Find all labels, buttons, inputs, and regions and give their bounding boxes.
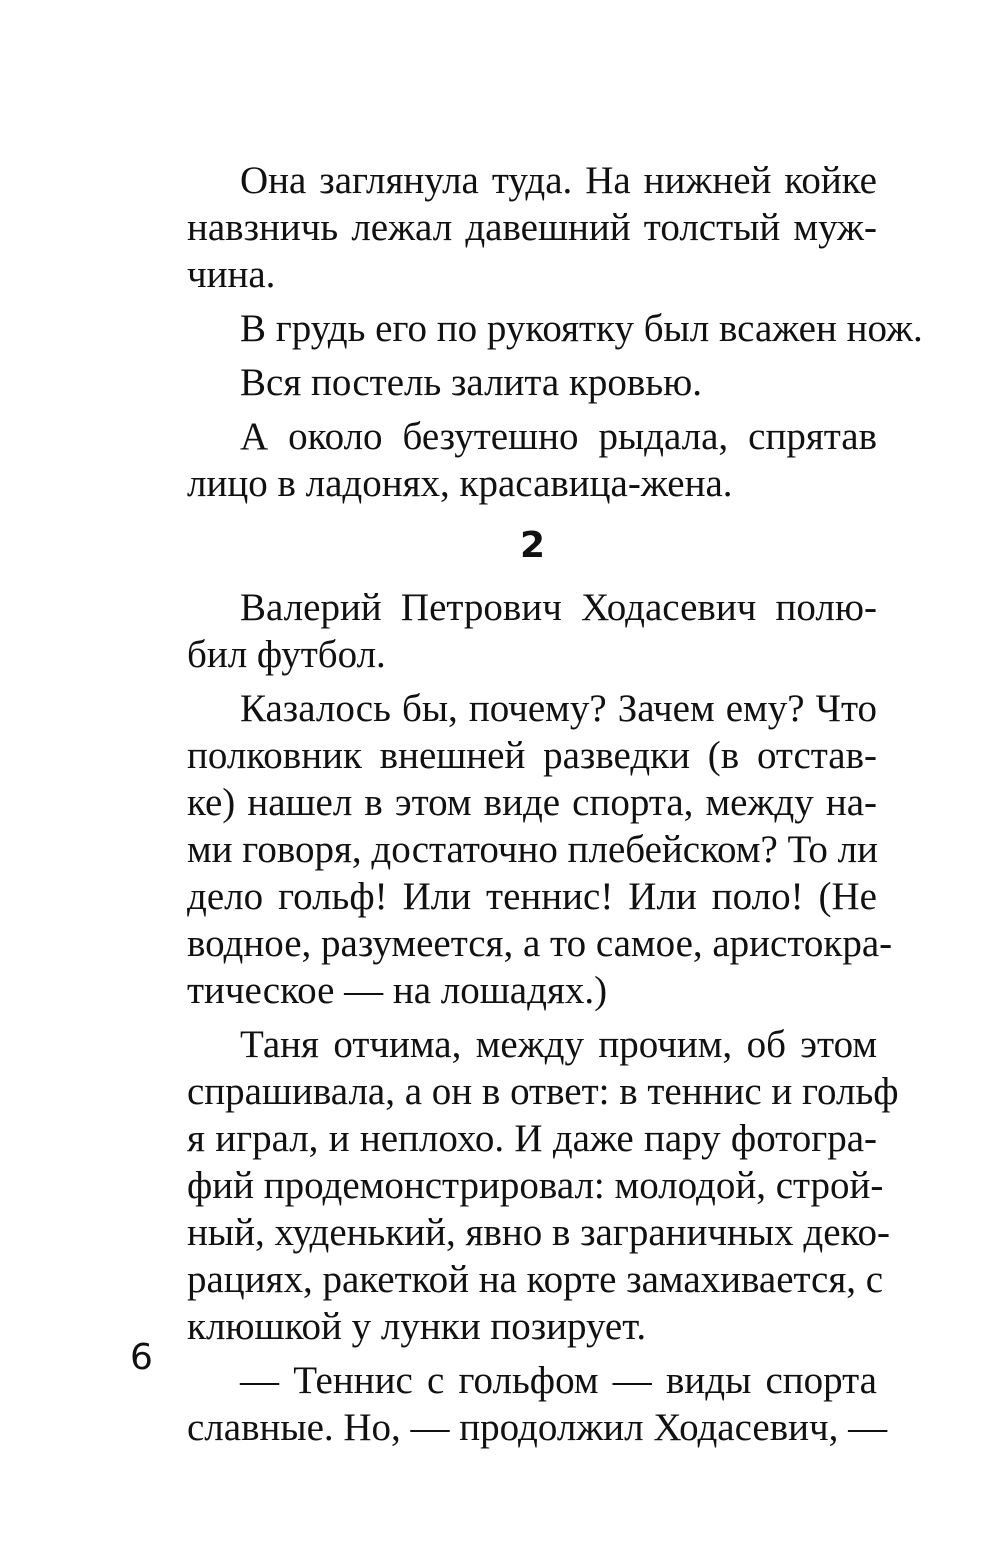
text-line: я играл, и неплохо. И даже пару фотогра- bbox=[187, 1117, 877, 1160]
text-line: — Теннис с гольфом — виды спорта bbox=[240, 1359, 877, 1402]
page-number: 6 bbox=[130, 1337, 153, 1378]
text-line: ми говоря, достаточно плебейском? То ли bbox=[187, 828, 879, 871]
text-block-opening bbox=[187, 157, 923, 507]
text-line: чина. bbox=[187, 253, 276, 296]
text-line: ке) нашел в этом виде спорта, между на- bbox=[187, 781, 877, 824]
text-line: славные. Но, — продолжил Ходасевич, — bbox=[187, 1406, 888, 1449]
text-line: рациях, ракеткой на корте замахивается, с bbox=[187, 1258, 884, 1301]
text-line: тическое — на лошадях.) bbox=[187, 969, 608, 1012]
text-line: полковник внешней разведки (в отстав- bbox=[187, 734, 877, 777]
text-line: Валерий Петрович Ходасевич полю- bbox=[240, 586, 877, 629]
text-line: В грудь его по рукоятку был всажен нож. bbox=[240, 307, 923, 350]
text-line: лицо в ладонях, красавица-жена. bbox=[187, 462, 733, 505]
text-line: ный, худенький, явно в заграничных деко- bbox=[187, 1211, 890, 1254]
text-line: Казалось бы, почему? Зачем ему? Что bbox=[240, 687, 877, 730]
text-line: А около безутешно рыдала, спрятав bbox=[240, 415, 877, 458]
text-line: Она заглянула туда. На нижней койке bbox=[240, 159, 877, 202]
text-line: дело гольф! Или теннис! Или поло! (Не bbox=[187, 875, 877, 918]
text-line: бил футбол. bbox=[187, 633, 386, 676]
text-line: клюшкой у лунки позирует. bbox=[187, 1305, 647, 1348]
text-line: Таня отчима, между прочим, об этом bbox=[240, 1023, 877, 1066]
text-line: Вся постель залита кровью. bbox=[240, 361, 703, 404]
chapter-number: 2 bbox=[519, 525, 546, 566]
text-line: навзничь лежал давешний толстый муж- bbox=[187, 206, 877, 249]
text-line: водное, разумеется, а то самое, аристокра- bbox=[187, 922, 893, 965]
text-line: спрашивала, а он в ответ: в теннис и гольф bbox=[187, 1070, 899, 1113]
text-line: фий продемонстрировал: молодой, строй- bbox=[187, 1164, 884, 1207]
text-block-chapter bbox=[187, 584, 899, 1451]
